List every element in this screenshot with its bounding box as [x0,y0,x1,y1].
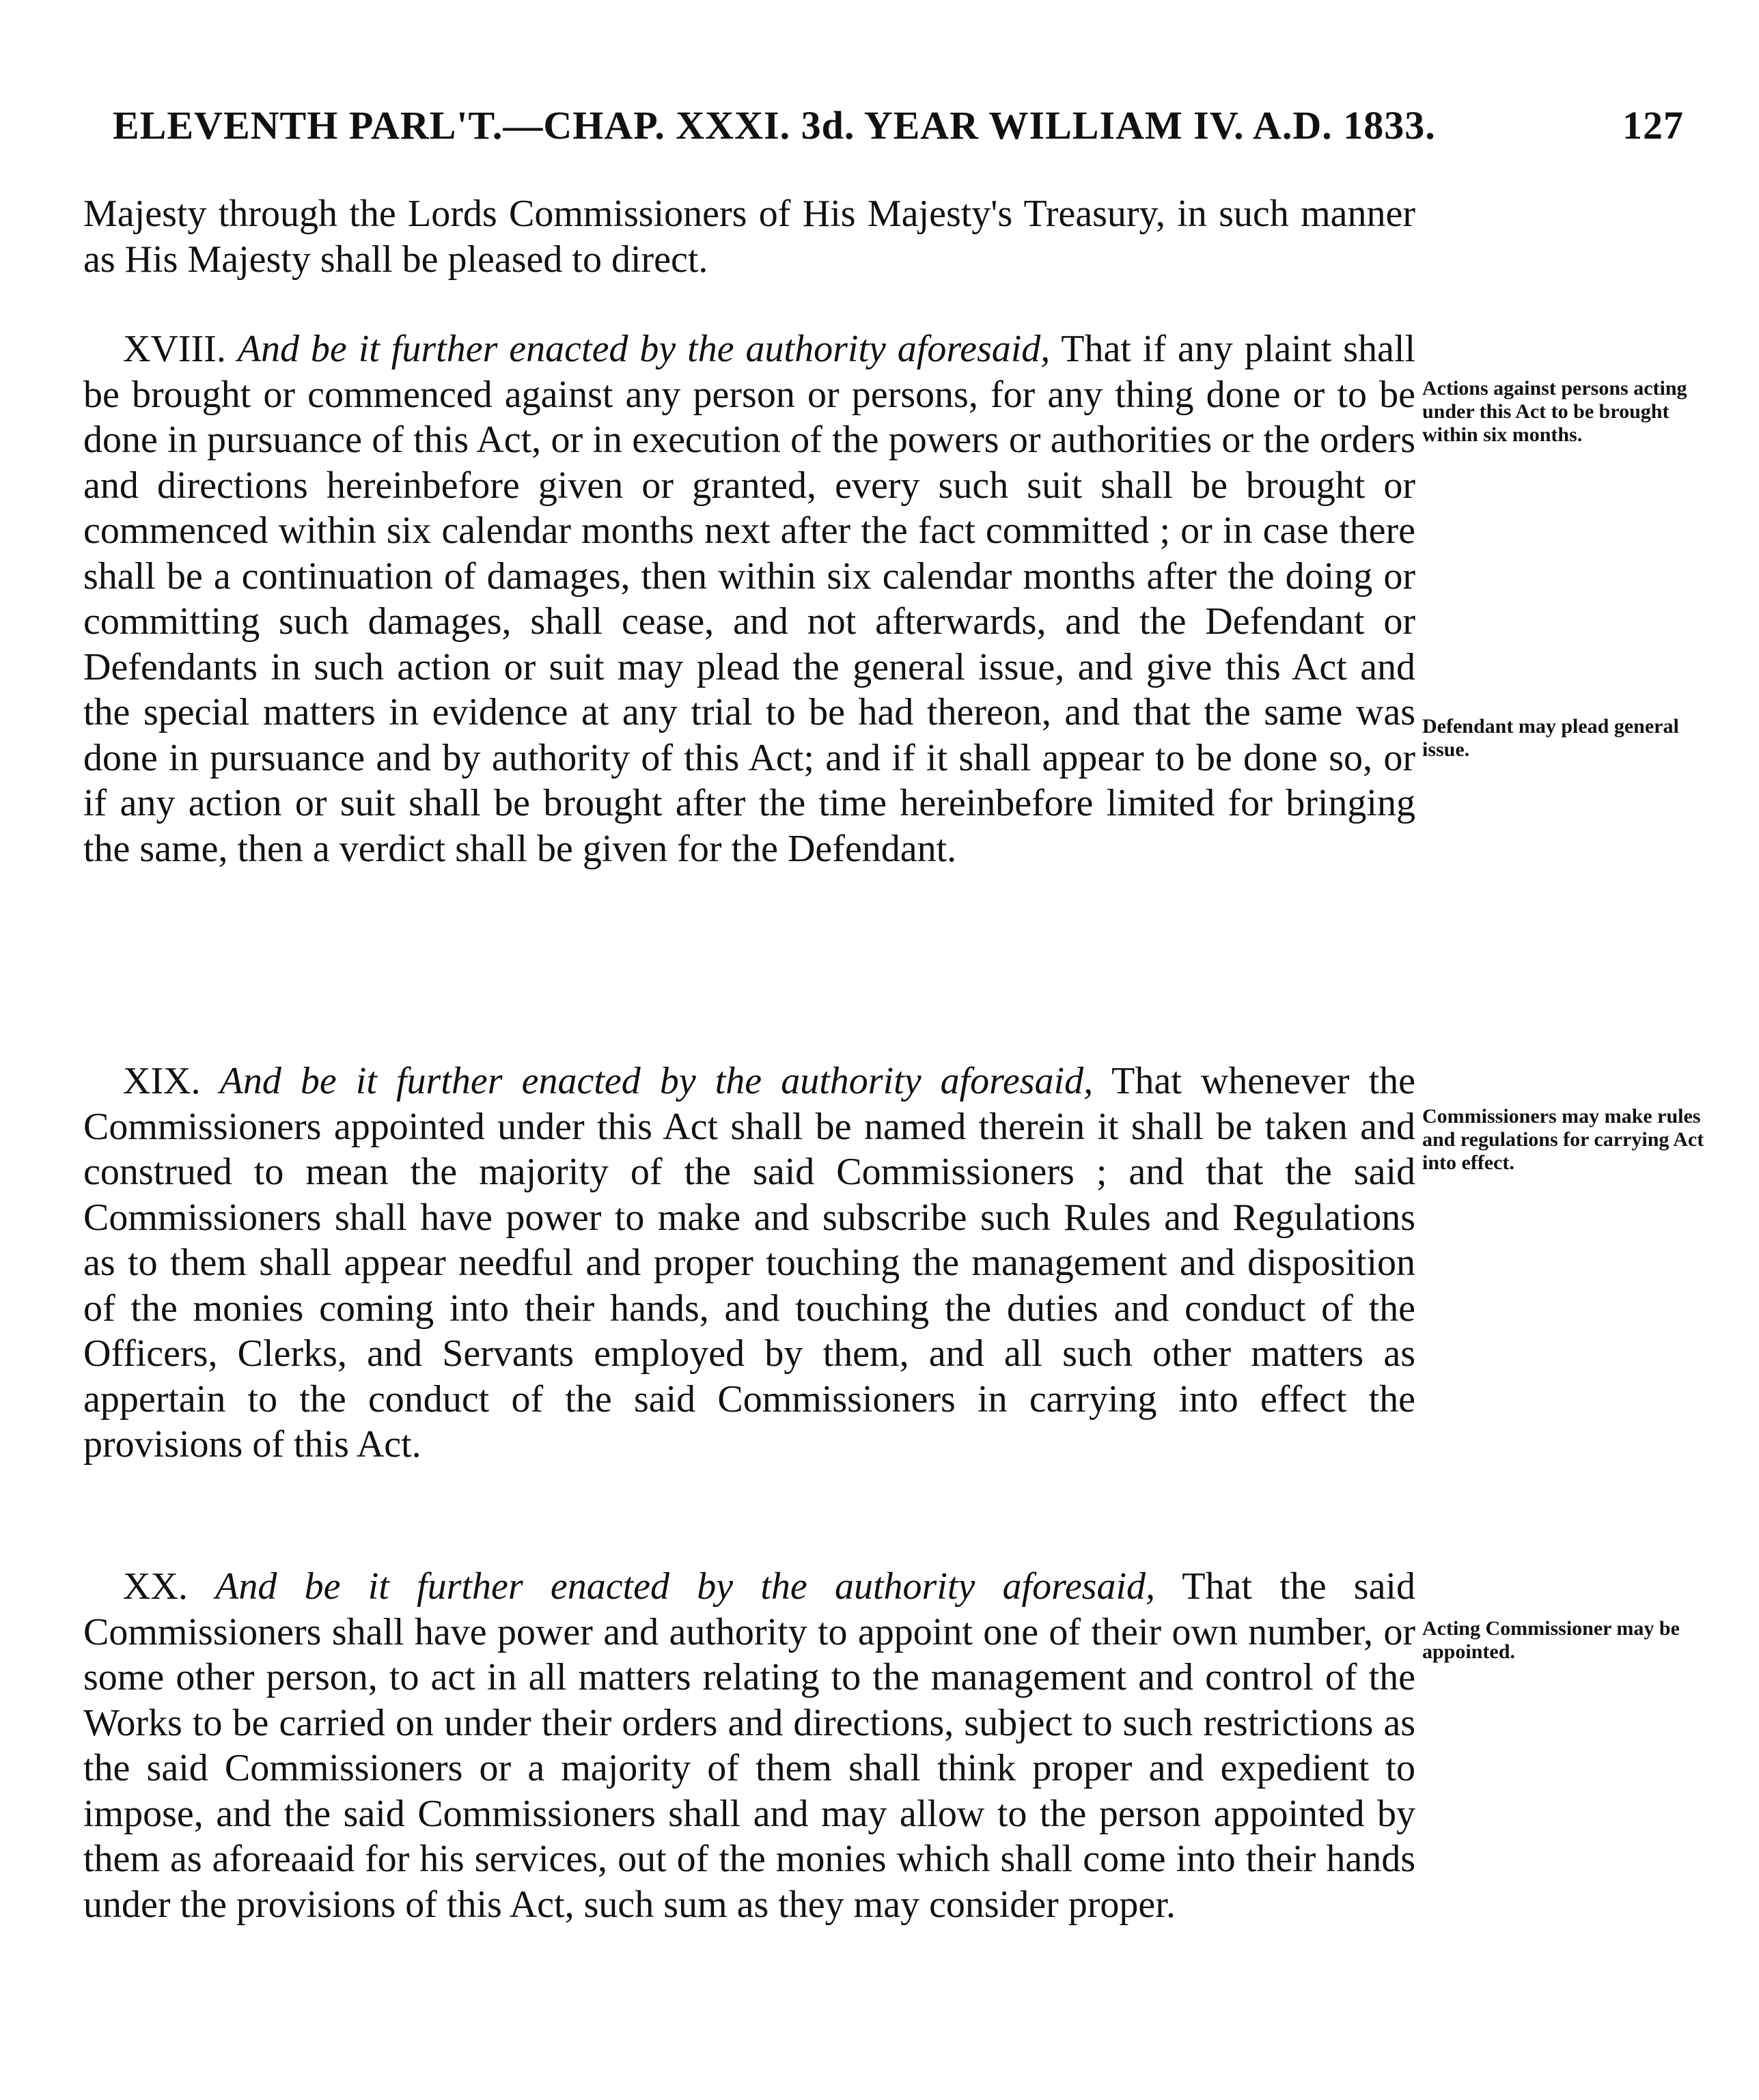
section-19-number: XIX. [123,1060,201,1102]
section-20-enacting-clause: And be it further enacted by the authority aforesaid, [215,1565,1156,1608]
section-20 [83,1564,1415,1927]
section-20-number: XX. [123,1565,188,1608]
section-20-paragraph [83,1564,1415,1927]
margin-note-actions-six-months: Actions against persons acting under this Act to be brought within six months. [1422,377,1687,446]
page-number: 127 [1622,103,1684,148]
section-18-enacting-clause: And be it further enacted by the authority aforesaid, [237,328,1051,370]
continuation-paragraph [83,191,1415,282]
section-18-text: That if any plaint shall be brought or commenced against any person or persons, for any thing done or to be done in pursuance of this Act, or in execution of the powers or authorities or the orders and directions hereinbefore given or granted, every such suit shall be brought or commenced within six calendar months next after the fact committed ; or in case there shall be a continuation of damages, then within six calendar months after the doing or committing such damages, shall cease, and not afterwards, and the Defendant or Defendants in such action or suit may plead the general issue, and give this Act and the special matters in evidence at any trial to be had thereon, and that the same was done in pursuance and by authority of this Act; and if it shall appear to be done so, or if any action or suit shall be brought after the time hereinbefore limited for bringing the same, then a verdict shall be given for the Defendant. [83,328,1416,870]
section-18-number: XVIII. [123,328,226,370]
running-title: ELEVENTH PARL'T.—CHAP. XXXI. 3d. YEAR WILLIAM IV. A.D. 1833. [113,103,1436,148]
running-header [113,102,1684,157]
margin-note-acting-commissioner: Acting Commissioner may be appointed. [1422,1617,1680,1663]
section-19-text: That whenever the Commissioners appointed under this Act shall be named therein it shall be taken and construed to mean the majority of the said Commissioners ; and that the said Commissioners shall have power to make and subscribe such Rules and Regulations as to them shall appear needful and proper touching the management and disposition of the monies coming into their hands, and touching the duties and conduct of the Officers, Clerks, and Servants employed by them, and all such other matters as appertain to the conduct of the said Commissioners in carrying into effect the provisions of this Act. [83,1060,1416,1466]
section-19 [83,1059,1415,1468]
margin-note-general-issue: Defendant may plead general issue. [1422,715,1679,761]
section-18-paragraph [83,326,1415,871]
section-20-text: That the said Commissioners shall have power and authority to appoint one of their own number, or some other person, to act in all matters relating to the management and control of the Works to be carried on under their orders and directions, subject to such restrictions as the said Commissioners or a majority of them shall think proper and expedient to impose, and the said Commissioners shall and may allow to the person appointed by them as aforeaaid for his services, out of the monies which shall come into their hands under the provisions of this Act, such sum as they may consider proper. [83,1565,1415,1926]
section-19-paragraph [83,1059,1415,1468]
margin-note-rules-regulations: Commissioners may make rules and regulations for carrying Act into effect. [1422,1105,1704,1174]
section-18 [83,326,1415,871]
continuation-text: Majesty through the Lords Commissioners of His Majesty's Treasury, in such manner as His Majesty shall be pleased to direct. [83,193,1415,281]
section-19-enacting-clause: And be it further enacted by the authority aforesaid, [219,1060,1094,1102]
